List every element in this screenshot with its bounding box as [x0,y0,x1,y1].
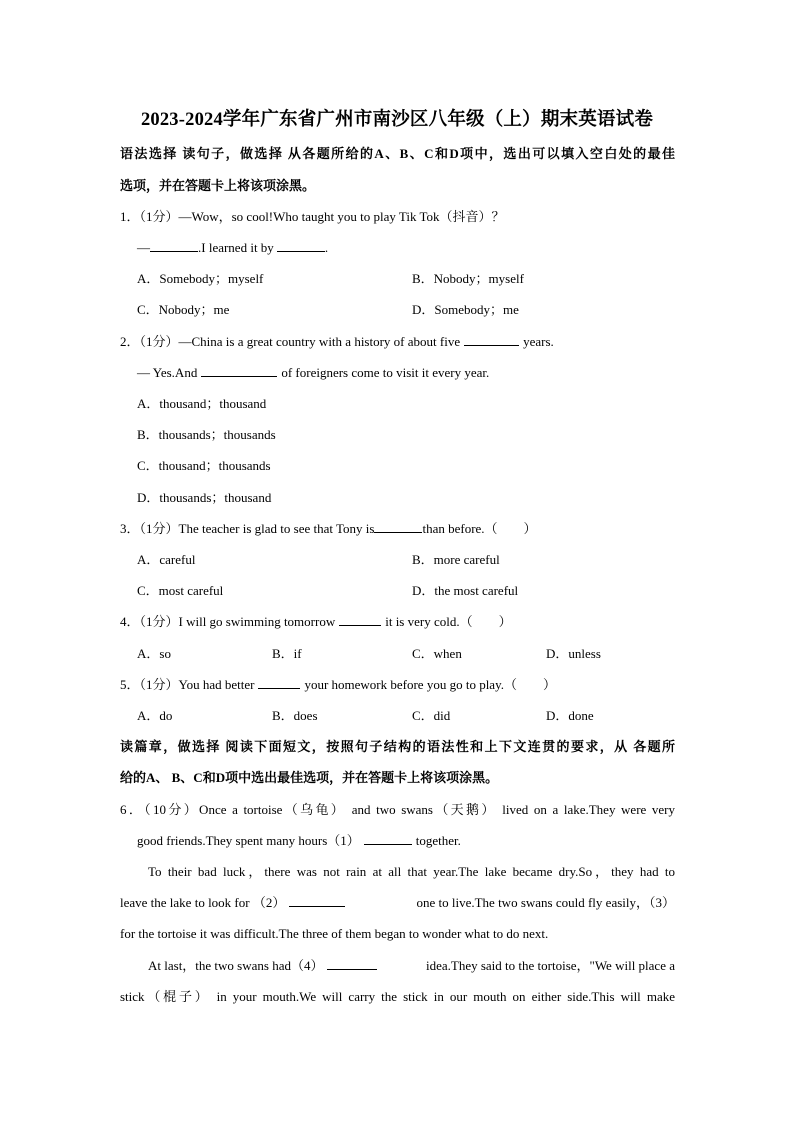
answer-blank-2 [289,894,345,907]
question-2-text: 2．（1分）—China is a great country with a history of about five [120,334,461,349]
question-4-stem [120,613,512,631]
question-2-text-line2: — Yes.And [137,365,198,380]
question-4-option-c[interactable]: C．when [412,646,462,661]
question-1-period: . [324,240,329,255]
section2-instruction-line1: 读篇章，做选择 阅读下面短文，按照句子结构的语法性和上下文连贯的要求，从 各题所 [120,739,675,754]
question-4-option-b[interactable]: B．if [272,646,302,661]
answer-blank [201,364,277,377]
passage-line-1: 6．（10分）Once a tortoise（乌龟） and two swans（天鹅） lived on a lake.They were very [120,802,675,817]
answer-blank-1 [364,832,412,845]
page-title: 2023-2024学年广东省广州市南沙区八年级（上）期末英语试卷 [140,110,654,130]
question-5-stem [120,676,556,694]
question-1-dash: — [137,240,150,255]
answer-blank [150,239,198,252]
question-3-text: 3．（1分）The teacher is glad to see that Tony is [120,521,375,536]
section2-instruction-line2: 给的A、 B、C和D项中选出最佳选项，并在答题卡上将该项涂黑。 [120,770,499,785]
section1-instruction-line2: 选项，并在答题卡上将该项涂黑。 [120,178,316,193]
question-3-option-d[interactable]: D．the most careful [412,583,519,598]
question-2-text-line2-end: of foreigners come to visit it every year. [281,365,490,380]
section1-instruction-line1: 语法选择 读句子，做选择 从各题所给的A、B、C和D项中，选出可以填入空白处的最佳 [120,146,675,161]
question-5-option-a[interactable]: A．do [137,708,173,723]
passage-text: together. [415,833,461,848]
question-3-stem [120,520,537,538]
passage-text: At last，the two swans had（4） [148,957,381,975]
passage-line-5: for the tortoise it was difficult.The three of them began to wonder what to do next. [120,926,549,941]
question-2-stem-line2 [137,364,489,382]
question-4-text: 4．（1分）I will go swimming tomorrow [120,614,336,629]
passage-line-4 [120,894,675,912]
answer-blank-4 [327,957,377,970]
question-3-option-c[interactable]: C．most careful [137,583,224,598]
answer-blank [339,613,381,626]
question-5-option-b[interactable]: B．does [272,708,318,723]
passage-text: one to live.The two swans could fly easily，（3） [416,895,675,910]
passage-line-7: stick（棍子） in your mouth.We will carry the stick in our mouth on either side.This will make [120,989,675,1004]
question-2-stem [120,333,554,351]
question-1-text-mid: .I learned it by [198,240,274,255]
question-5-text-end: your homework before you go to play.（ ） [304,677,556,692]
question-3-option-a[interactable]: A．careful [137,552,196,567]
question-2-option-c[interactable]: C．thousand；thousands [137,458,271,473]
passage-line-2 [137,832,461,850]
question-2-text-end: years. [523,334,554,349]
question-1-option-a[interactable]: A．Somebody；myself [137,271,264,286]
answer-blank [464,333,519,346]
question-1-option-b[interactable]: B．Nobody；myself [412,271,524,286]
passage-text: leave the lake to look for （2） [120,894,349,912]
question-1-stem [120,208,505,226]
answer-blank [258,676,300,689]
answer-blank [374,520,422,533]
question-3-text-end: than before.（ ） [422,521,537,536]
question-1-option-c[interactable]: C．Nobody；me [137,302,230,317]
question-1-text: 1．（1分）—Wow，so cool!Who taught you to play Tik Tok（抖音）？ [120,209,505,224]
passage-text: idea.They said to the tortoise，"We will place a [425,958,675,973]
question-2-option-d[interactable]: D．thousands；thousand [137,490,272,505]
question-4-option-a[interactable]: A．so [137,646,171,661]
passage-line-6 [148,957,675,975]
passage-line-3: To their bad luck，there was not rain at all that year.The lake became dry.So，they had to [148,864,675,879]
question-3-option-b[interactable]: B．more careful [412,552,500,567]
question-2-option-a[interactable]: A．thousand；thousand [137,396,267,411]
question-4-text-end: it is very cold.（ ） [385,614,512,629]
question-1-stem-line2 [137,239,328,257]
question-2-option-b[interactable]: B．thousands；thousands [137,427,276,442]
question-1-option-d[interactable]: D．Somebody；me [412,302,519,317]
question-5-text: 5．（1分）You had better [120,677,255,692]
answer-blank [277,239,325,252]
question-5-option-d[interactable]: D．done [546,708,594,723]
passage-text: good friends.They spent many hours（1） [137,833,360,848]
question-5-option-c[interactable]: C．did [412,708,451,723]
question-4-option-d[interactable]: D．unless [546,646,601,661]
